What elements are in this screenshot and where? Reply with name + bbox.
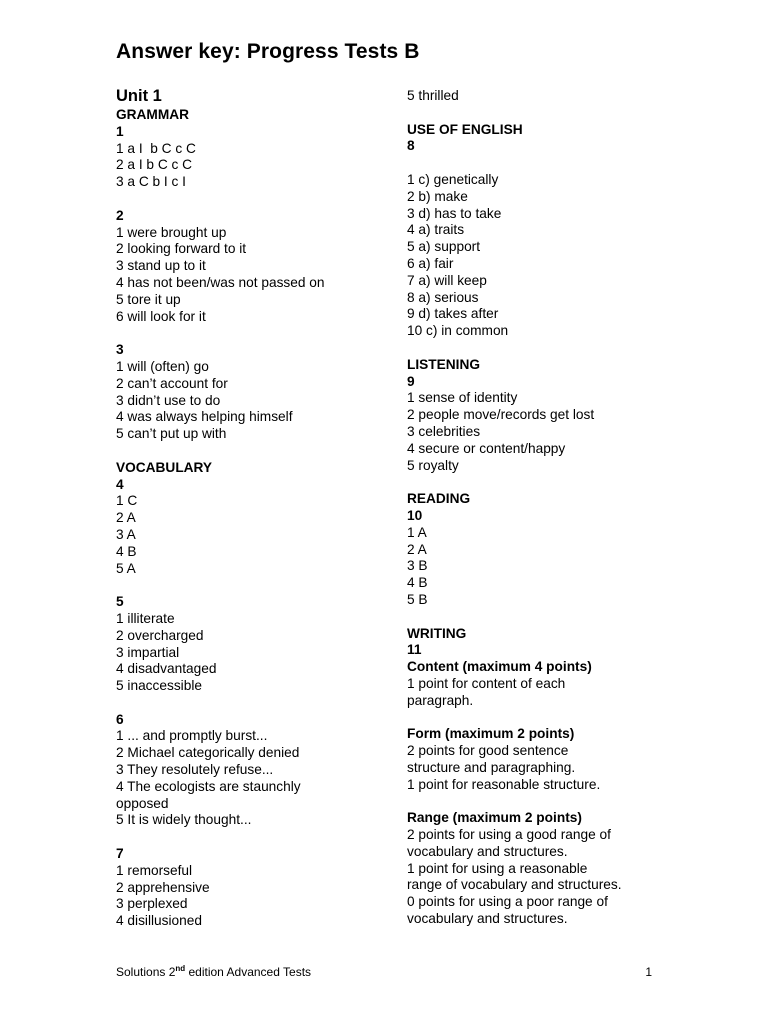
answer-line: 1 will (often) go (116, 358, 209, 374)
left-column (116, 86, 386, 930)
section-heading: WRITING (407, 625, 467, 641)
answer-line: 0 points for using a poor range of (407, 894, 608, 910)
answer-line: 5 inaccessible (116, 678, 202, 694)
answer-line: 6 a) fair (407, 255, 454, 271)
answer-line: 5 a) support (407, 239, 481, 255)
answer-line: 2 can’t account for (116, 375, 228, 391)
answer-line: 8 a) serious (407, 289, 479, 305)
answer-line: 3 didn’t use to do (116, 392, 221, 408)
section-heading: Form (maximum 2 points) (407, 726, 575, 742)
section-heading: 1 (116, 123, 124, 139)
spacer (407, 793, 677, 810)
answer-line: 5 royalty (407, 457, 459, 473)
answer-line: 5 B (407, 591, 428, 607)
section-heading: READING (407, 491, 471, 507)
answer-line: 1 A (407, 524, 427, 540)
spacer (116, 829, 386, 846)
section-heading: 3 (116, 342, 124, 358)
answer-line: 1 C (116, 493, 138, 509)
answer-line: 4 disadvantaged (116, 661, 217, 677)
section-heading: 10 (407, 507, 423, 523)
spacer (116, 577, 386, 594)
answer-line: 3 They resolutely refuse... (116, 762, 274, 778)
answer-line: 3 B (407, 558, 428, 574)
answer-line: 2 A (407, 541, 427, 557)
answer-line: 2 points for good sentence (407, 743, 569, 759)
answer-line: 1 sense of identity (407, 390, 518, 406)
section-heading: 6 (116, 711, 124, 727)
answer-line: vocabulary and structures. (407, 843, 568, 859)
section-heading: LISTENING (407, 356, 481, 372)
section-heading: 11 (407, 642, 422, 658)
answer-line: 4 disillusioned (116, 913, 202, 929)
answer-line: structure and paragraphing. (407, 759, 576, 775)
answer-line: 1 remorseful (116, 862, 193, 878)
answer-line: 2 A (116, 510, 136, 526)
answer-line: 2 Michael categorically denied (116, 745, 300, 761)
page-title: Answer key: Progress Tests B (116, 40, 420, 63)
answer-line: 10 c) in common (407, 323, 509, 339)
answer-line: 4 secure or content/happy (407, 440, 566, 456)
answer-line: 4 has not been/was not passed on (116, 274, 325, 290)
answer-line: 2 people move/records get lost (407, 407, 595, 423)
right-column (407, 88, 677, 928)
answer-line: 4 The ecologists are staunchly (116, 778, 301, 794)
section-heading: GRAMMAR (116, 107, 189, 122)
answer-line: 3 A (116, 526, 136, 542)
answer-line: 3 impartial (116, 644, 180, 660)
answer-line: 3 perplexed (116, 896, 188, 912)
answer-line: 5 tore it up (116, 291, 181, 307)
answer-line: 4 B (116, 543, 137, 559)
answer-line: range of vocabulary and structures. (407, 877, 622, 893)
answer-line: 2 points for using a good range of (407, 827, 611, 843)
answer-line: 5 can’t put up with (116, 426, 227, 442)
spacer (116, 325, 386, 342)
section-heading: Range (maximum 2 points) (407, 810, 582, 826)
answer-line: 6 will look for it (116, 308, 206, 324)
spacer (116, 695, 386, 712)
section-heading: VOCABULARY (116, 459, 213, 475)
footer-text: Solutions 2nd edition Advanced Tests (116, 964, 312, 979)
answer-line: 1 point for reasonable structure. (407, 776, 601, 792)
answer-line: 2 looking forward to it (116, 241, 247, 257)
spacer (407, 340, 677, 357)
answer-line: 3 d) has to take (407, 205, 502, 221)
answer-line: 1 a I b C c C (116, 140, 196, 156)
section-heading: 4 (116, 476, 124, 492)
answer-line: 3 stand up to it (116, 258, 206, 274)
answer-line: 5 A (116, 560, 136, 576)
answer-line: 9 d) takes after (407, 306, 499, 322)
answer-line: 2 a I b C c C (116, 157, 193, 173)
answer-line: 1 illiterate (116, 610, 175, 626)
spacer (407, 474, 677, 491)
spacer (116, 191, 386, 208)
answer-line: 5 thrilled (407, 88, 459, 103)
section-heading: 2 (116, 207, 124, 223)
spacer (407, 609, 677, 626)
answer-line: 2 apprehensive (116, 879, 210, 895)
answer-line: 4 B (407, 575, 428, 591)
answer-line: 5 It is widely thought... (116, 812, 252, 828)
spacer (407, 155, 677, 172)
answer-line: 2 b) make (407, 188, 468, 204)
answer-line: opposed (116, 795, 169, 811)
page-number: 1 (645, 965, 652, 979)
page-footer (116, 965, 652, 979)
answer-line: 1 point for using a reasonable (407, 860, 588, 876)
section-heading: 5 (116, 594, 124, 610)
answer-line: 7 a) will keep (407, 272, 487, 288)
answer-line: 4 was always helping himself (116, 409, 293, 425)
spacer (407, 709, 677, 726)
section-heading: 8 (407, 138, 415, 154)
spacer (116, 443, 386, 460)
answer-line: 3 celebrities (407, 423, 481, 439)
answer-line: paragraph. (407, 692, 474, 708)
unit-heading: Unit 1 (116, 87, 162, 105)
answer-line: 1 were brought up (116, 224, 227, 240)
answer-line: 2 overcharged (116, 627, 204, 643)
answer-line: 4 a) traits (407, 222, 465, 238)
answer-line: vocabulary and structures. (407, 911, 568, 927)
section-heading: USE OF ENGLISH (407, 121, 523, 137)
answer-line: 1 c) genetically (407, 171, 499, 187)
section-heading: 7 (116, 846, 124, 862)
answer-line: 1 ... and promptly burst... (116, 728, 268, 744)
section-heading: Content (maximum 4 points) (407, 659, 592, 675)
answer-line: 3 a C b I c I (116, 174, 186, 190)
answer-line: 1 point for content of each (407, 675, 566, 691)
section-heading: 9 (407, 373, 415, 389)
spacer (407, 105, 677, 122)
